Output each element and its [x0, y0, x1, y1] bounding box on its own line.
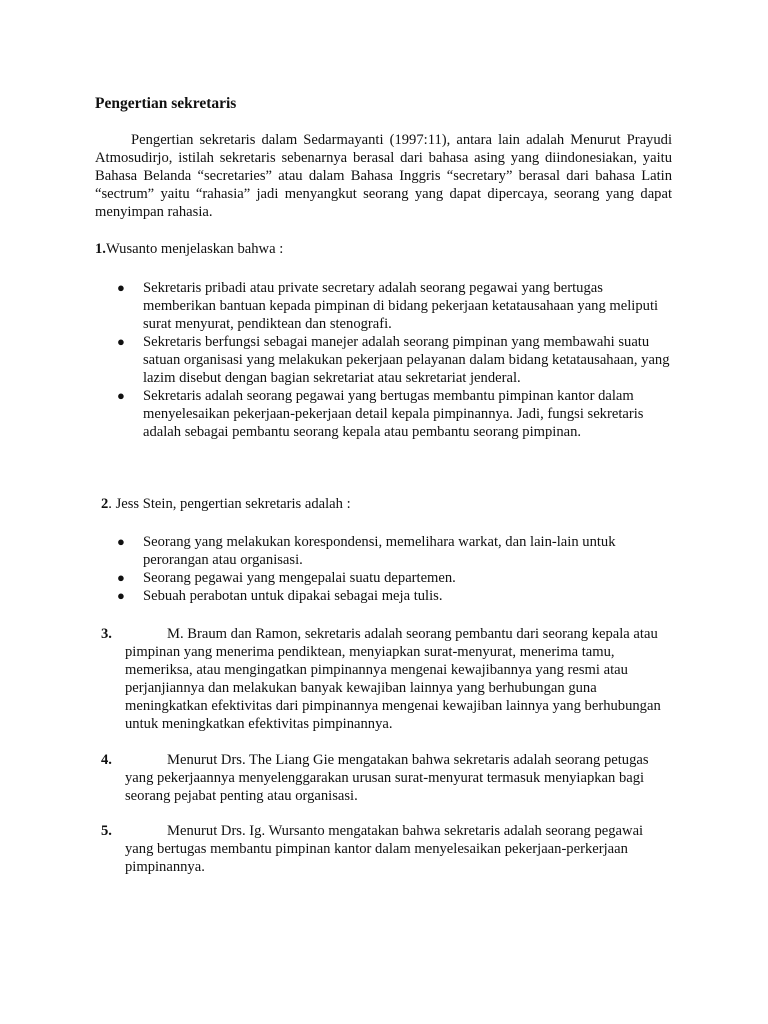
list-item-text: Sekretaris berfungsi sebagai manejer adalah seorang pimpinan yang membawahi suatu satuan organisasi yang melakukan pekerjaan pelayanan dalam bidang ketatausahaan, yang lazim disebut dengan bagian sekretariat atau sekretariat jenderal. — [143, 334, 670, 386]
numbered-item-5 — [101, 822, 671, 876]
list-item — [117, 569, 678, 587]
list-item-text: Seorang yang melakukan korespondensi, memelihara warkat, dan lain-lain untuk perorangan atau organisasi. — [143, 534, 616, 568]
item-text: M. Braum dan Ramon, sekretaris adalah seorang pembantu dari seorang kepala atau pimpinan yang menerima pendiktean, menyiapkan surat-menyurat, menerima tamu, memeriksa, atau mengingatkan pimpinannya mengenai kewajibannya yang resmi atau perjanjiannya dan melakukan banyak kewajiban lainnya yang berhubungan guna meningkatkan efektivitas dari pimpinannya mengenai kewajiban lainnya yang berhubungan untuk meningkatkan efektivitas pimpinannya. — [125, 626, 661, 732]
list-item — [117, 533, 678, 569]
section-2-heading-text: . Jess Stein, pengertian sekretaris adalah : — [108, 496, 351, 512]
list-item — [117, 279, 678, 333]
list-item-text: Sebuah perabotan untuk dipakai sebagai meja tulis. — [143, 588, 443, 604]
list-item — [117, 333, 678, 387]
bullet-icon: ● — [117, 534, 125, 549]
section-1-heading — [95, 240, 283, 258]
page-title: Pengertian sekretaris — [95, 95, 237, 112]
section-1-heading-text: Wusanto menjelaskan bahwa : — [105, 241, 284, 257]
item-number: 5. — [101, 823, 112, 839]
bullet-icon: ● — [117, 570, 125, 585]
bullet-icon: ● — [117, 588, 125, 603]
numbered-item-4 — [101, 751, 671, 805]
numbered-item-3 — [101, 625, 671, 733]
item-text: Menurut Drs. Ig. Wursanto mengatakan bahwa sekretaris adalah seorang pegawai yang bertugas membantu pimpinan kantor dalam menyelesaikan pekerjaan-perkerjaan pimpinannya. — [125, 823, 644, 875]
item-number: 3. — [101, 626, 112, 642]
bullet-icon: ● — [117, 280, 125, 295]
list-item — [117, 587, 678, 605]
section-2-bullet-list — [117, 533, 678, 605]
bullet-icon: ● — [117, 334, 125, 349]
item-text: Menurut Drs. The Liang Gie mengatakan bahwa sekretaris adalah seorang petugas yang pekerjaannya menyelenggarakan urusan surat-menyurat termasuk menyiapkan bagi seorang pejabat penting atau organisasi. — [125, 752, 649, 804]
item-number: 4. — [101, 752, 112, 768]
list-item-text: Sekretaris adalah seorang pegawai yang bertugas membantu pimpinan kantor dalam menyelesaikan pekerjaan-pekerjaan detail kepala pimpinannya. Jadi, fungsi sekretaris adalah sebagai pembantu seorang kepala atau pembantu seorang pimpinan. — [143, 388, 644, 440]
section-1-number: 1. — [95, 241, 106, 257]
section-2-heading — [101, 495, 351, 513]
list-item-text: Sekretaris pribadi atau private secretary adalah seorang pegawai yang bertugas memberikan bantuan kepada pimpinan di bidang pekerjaan ketatausahaan yang meliputi surat menyurat, pendiktean dan stenografi. — [143, 280, 659, 332]
list-item — [117, 387, 678, 441]
list-item-text: Seorang pegawai yang mengepalai suatu departemen. — [143, 570, 456, 586]
section-2-number: 2 — [101, 496, 109, 512]
bullet-icon: ● — [117, 388, 125, 403]
intro-paragraph: Pengertian sekretaris dalam Sedarmayanti (1997:11), antara lain adalah Menurut Prayudi Atmosudirjo, istilah sekretaris sebenarnya berasal dari bahasa asing yang diindonesiakan, yaitu Bahasa Belanda “secretaries” atau dalam Bahasa Inggris “secretary” berasal dari bahasa Latin “sectrum” yaitu “rahasia” jadi menyangkut seorang yang dapat dipercaya, seorang yang dapat menyimpan rahasia. — [95, 132, 672, 220]
section-1-bullet-list — [117, 279, 678, 441]
